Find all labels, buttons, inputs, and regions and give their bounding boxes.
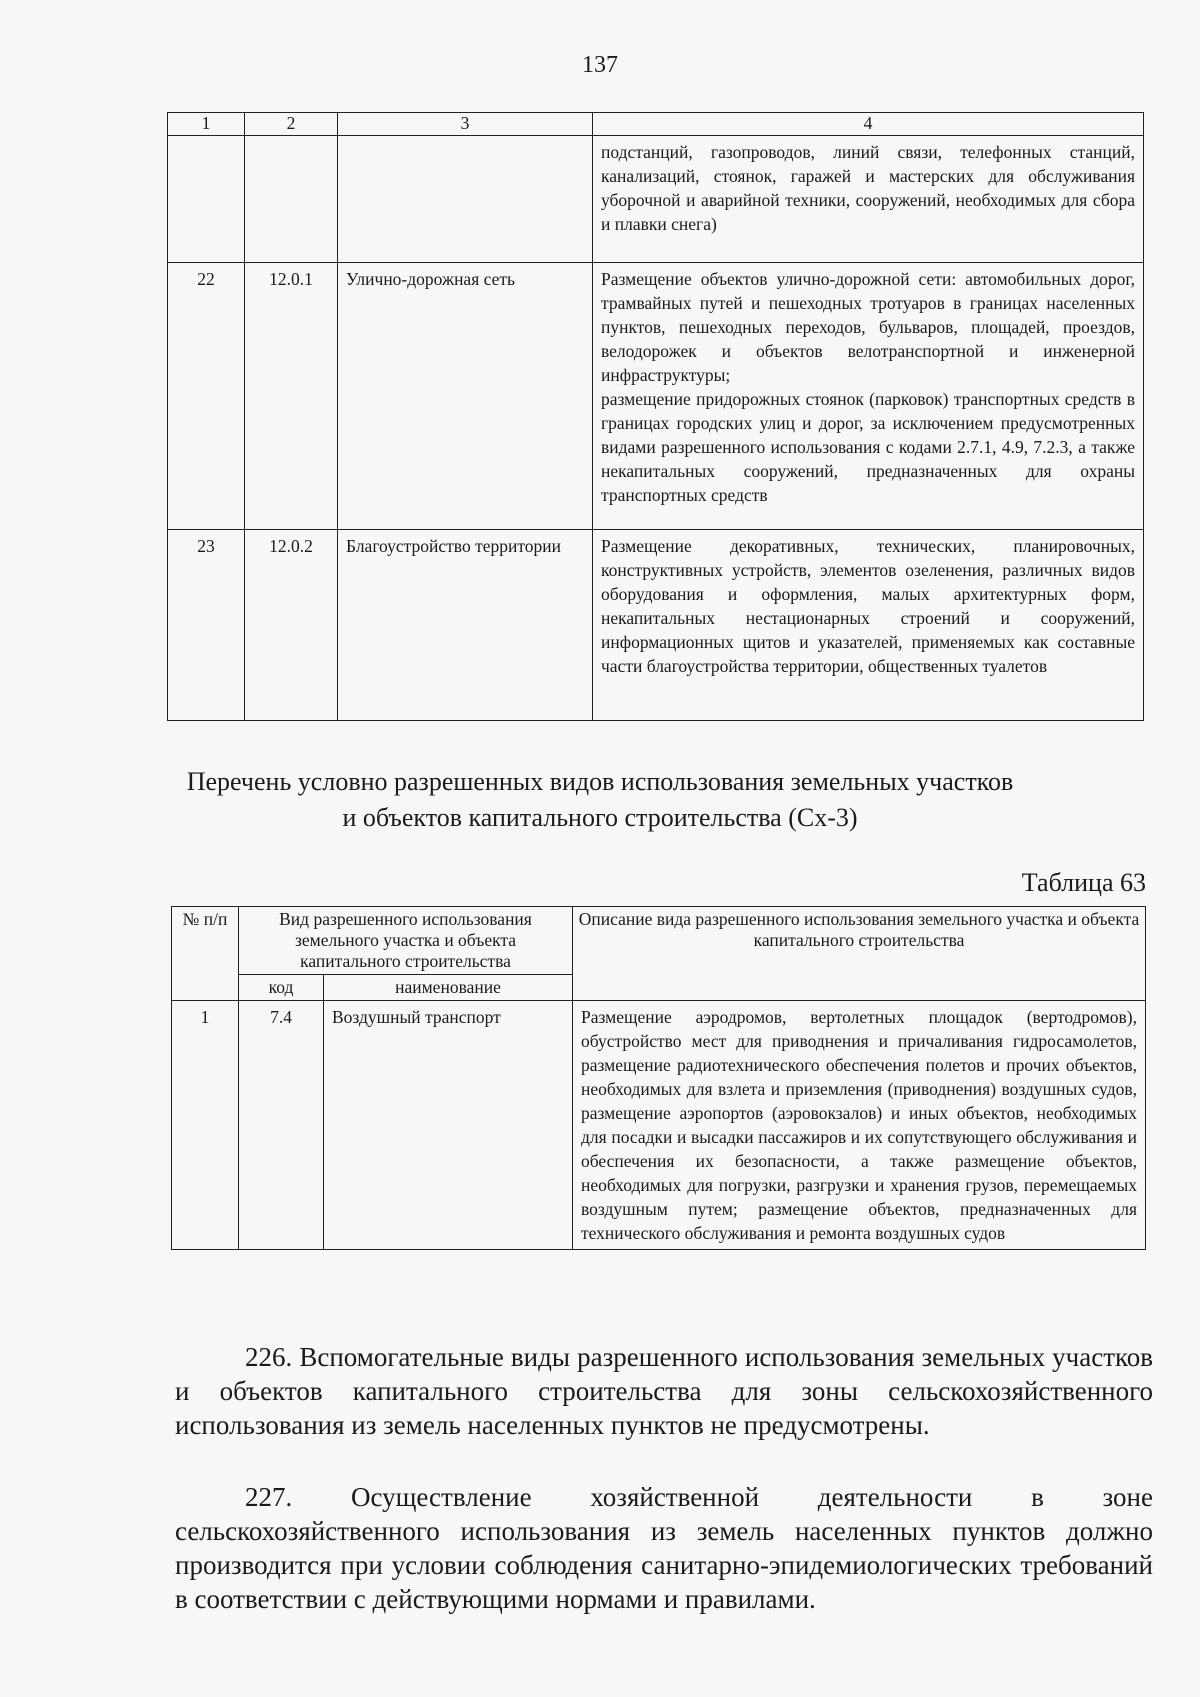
paragraph-226: 226. Вспомогательные виды разрешенного использования земельных участков и объектов капитального строительства для зоны сельскохозяйственного использования из земель населенных пунктов не предусмотрены. [175, 1342, 1153, 1440]
row-code-cell: 12.0.2 [245, 530, 338, 721]
row-number-cell: 23 [168, 530, 245, 721]
table-caption: Таблица 63 [1021, 868, 1146, 897]
section-heading [0, 764, 1200, 836]
row-description-cell: подстанций, газопроводов, линий связи, телефонных станций, канализаций, стоянок, гаражей и мастерских для обслуживания уборочной и аварийной техники, сооружений, необходимых для сбора и плавки снега) [593, 136, 1144, 263]
header-use-type: Вид разрешенного использования земельного участка и объекта капитального строительства [239, 907, 573, 975]
table-row [168, 263, 1144, 530]
table-header-row [168, 113, 1144, 136]
table-header-row [172, 907, 1146, 975]
table-row [172, 1001, 1146, 1250]
land-use-table-continuation [167, 112, 1144, 721]
row-code-cell [245, 136, 338, 263]
row-code-cell: 7.4 [239, 1001, 324, 1250]
description-paragraph: Размещение объектов улично-дорожной сети: автомобильных дорог, трамвайных путей и пешеходных тротуаров в границах населенных пунктов, пешеходных переходов, бульваров, площадей, проездов, велодорожек и объектов велотранспортной и инженерной инфраструктуры; [601, 269, 1135, 385]
header-number: № п/п [172, 907, 239, 1001]
table-row [168, 530, 1144, 721]
paragraph-227: 227. Осуществление хозяйственной деятельности в зоне сельскохозяйственного использования из земель населенных пунктов должно производится при условии соблюдения санитарно-эпидемиологических требований в соответствии с действующими нормами и правилами. [175, 1482, 1153, 1614]
conditional-land-use-table [171, 906, 1146, 1250]
column-number-3: 3 [338, 113, 593, 136]
row-name-cell: Воздушный транспорт [324, 1001, 573, 1250]
column-number-2: 2 [245, 113, 338, 136]
header-code: код [239, 975, 324, 1001]
row-number-cell: 1 [172, 1001, 239, 1250]
header-description: Описание вида разрешенного использования земельного участка и объекта капитального строительства [573, 907, 1146, 1001]
page-number: 137 [582, 52, 618, 78]
row-number-cell: 22 [168, 263, 245, 530]
row-name-cell: Благоустройство территории [338, 530, 593, 721]
row-name-cell [338, 136, 593, 263]
section-heading-line: и объектов капитального строительства (Сх-3) [342, 803, 858, 832]
row-description-cell [593, 263, 1144, 530]
column-number-4: 4 [593, 113, 1144, 136]
row-code-cell: 12.0.1 [245, 263, 338, 530]
description-paragraph: размещение придорожных стоянок (парковок) транспортных средств в границах городских улиц и дорог, за исключением предусмотренных видами разрешенного использования с кодами 2.7.1, 4.9, 7.2.3, а также некапитальных сооружений, предназначенных для охраны транспортных средств [601, 389, 1135, 505]
row-number-cell [168, 136, 245, 263]
column-number-1: 1 [168, 113, 245, 136]
row-description-cell: Размещение аэродромов, вертолетных площадок (вертодромов), обустройство мест для приводнения и причаливания гидросамолетов, размещение радиотехнического обеспечения полетов и прочих объектов, необходимых для взлета и приземления (приводнения) воздушных судов, размещение аэропортов (аэровокзалов) и иных объектов, необходимых для посадки и высадки пассажиров и их сопутствующего обслуживания и обеспечения их безопасности, а также размещение объектов, необходимых для погрузки, разгрузки и хранения грузов, перемещаемых воздушным путем; размещение объектов, предназначенных для технического обслуживания и ремонта воздушных судов [573, 1001, 1146, 1250]
row-description-cell: Размещение декоративных, технических, планировочных, конструктивных устройств, элементов озеленения, различных видов оборудования и оформления, малых архитектурных форм, некапитальных нестационарных строений и сооружений, информационных щитов и указателей, применяемых как составные части благоустройства территории, общественных туалетов [593, 530, 1144, 721]
table-row [168, 136, 1144, 263]
section-heading-line: Перечень условно разрешенных видов использования земельных участков [186, 767, 1014, 796]
row-name-cell: Улично-дорожная сеть [338, 263, 593, 530]
header-name: наименование [324, 975, 573, 1001]
